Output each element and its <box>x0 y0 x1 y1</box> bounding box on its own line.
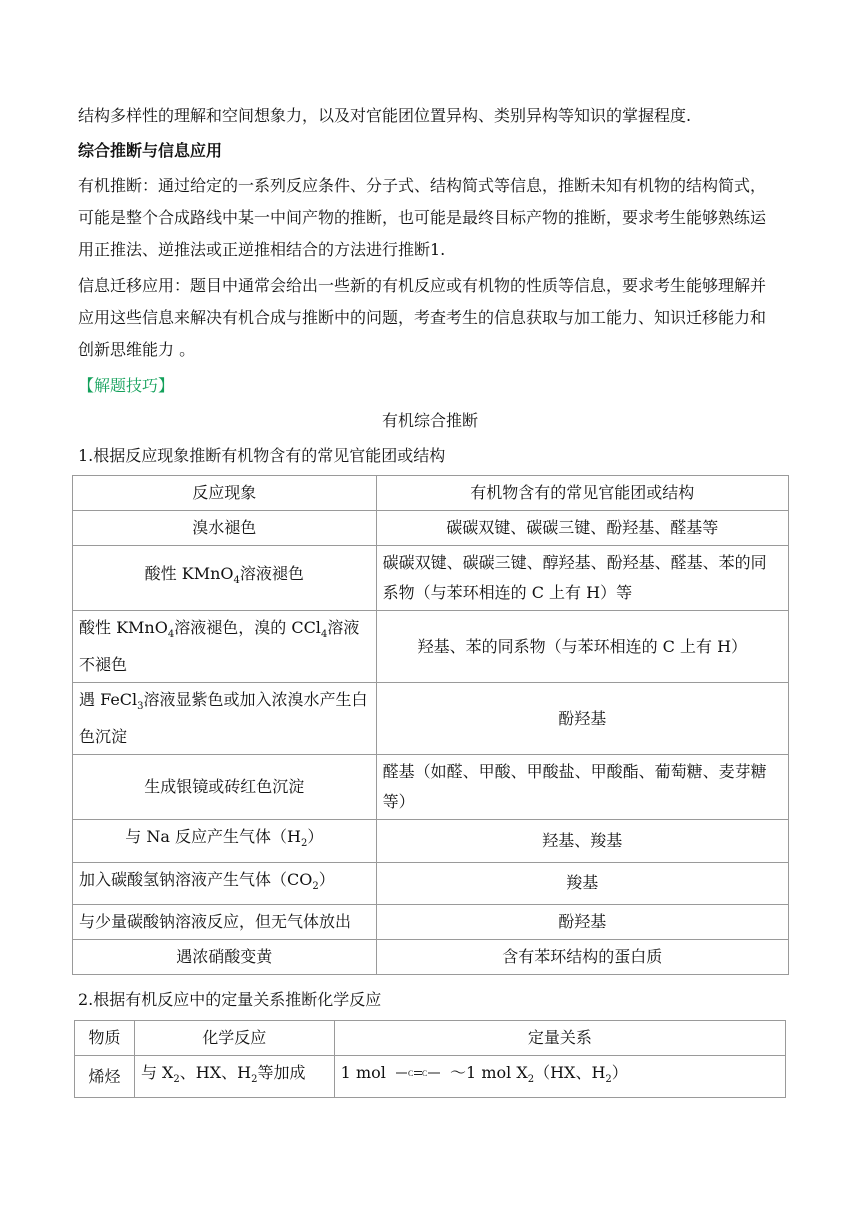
cell-phenomenon: 酸性 KMnO$_4$溶液褪色 <box>73 546 377 611</box>
header-phenomenon: 反应现象 <box>73 476 377 511</box>
table-quantitative <box>74 1020 786 1098</box>
cell-phenomenon: 溴水褪色 <box>73 511 377 546</box>
section-1-title: 1.根据反应现象推断有机物含有的常见官能团或结构 <box>78 446 446 465</box>
intro-line: 结构多样性的理解和空间想象力，以及对官能团位置异构、类别异构等知识的掌握程度. <box>78 106 692 125</box>
section-2-title: 2.根据有机反应中的定量关系推断化学反应 <box>78 990 382 1009</box>
cell-group: 酚羟基 <box>376 683 788 755</box>
header-group: 有机物含有的常见官能团或结构 <box>376 476 788 511</box>
svg-text:C: C <box>407 1068 414 1078</box>
table-row <box>73 904 789 939</box>
header-quantity: 定量关系 <box>334 1021 785 1056</box>
cell-reaction: 与 $X_2$、HX、$H_2$等加成 <box>134 1056 334 1098</box>
table-row <box>73 683 789 755</box>
header-reaction: 化学反应 <box>134 1021 334 1056</box>
tip-label: 【解题技巧】 <box>78 376 175 395</box>
cell-group: 羧基 <box>376 862 788 904</box>
cell-group: 酚羟基 <box>376 904 788 939</box>
table-row <box>73 820 789 862</box>
table-row <box>73 611 789 683</box>
cell-phenomenon: 生成银镜或砖红色沉淀 <box>73 755 377 820</box>
cell-phenomenon: 遇 FeCl$_3$溶液显紫色或加入浓溴水产生白色沉淀 <box>73 683 377 755</box>
table-reaction-phenomena <box>72 475 789 975</box>
table-row <box>73 939 789 974</box>
table-header-row <box>73 476 789 511</box>
cell-phenomenon: 与少量碳酸钠溶液反应，但无气体放出 <box>73 904 377 939</box>
cell-group: 碳碳双键、碳碳三键、醇羟基、酚羟基、醛基、苯的同系物（与苯环相连的 C 上有 H）等 <box>376 546 788 611</box>
cell-phenomenon: 与 Na 反应产生气体$(H_2)$ <box>73 820 377 862</box>
table-row <box>75 1056 786 1098</box>
table-row <box>73 862 789 904</box>
table-row <box>73 755 789 820</box>
header-substance: 物质 <box>75 1021 135 1056</box>
table-row <box>73 511 789 546</box>
paragraph-transfer: 信息迁移应用：题目中通常会给出一些新的有机反应或有机物的性质等信息，要求考生能够理解并应用这些信息来解决有机合成与推断中的问题，考查考生的信息获取与加工能力、知识迁移能力和创新思维能力 。 <box>78 276 767 359</box>
cell-substance: 烯烃 <box>75 1056 135 1098</box>
alkene-double-bond-icon <box>395 1059 441 1089</box>
center-title: 有机综合推断 <box>381 411 478 430</box>
cell-group: 醛基（如醛、甲酸、甲酸盐、甲酸酯、葡萄糖、麦芽糖等） <box>376 755 788 820</box>
cell-quantity: 1 mol C C ～1 mol $X_2(HX$、$H_2$） <box>334 1056 785 1098</box>
cell-phenomenon: 加入碳酸氢钠溶液产生气体$(CO_2)$ <box>73 862 377 904</box>
cell-group: 含有苯环结构的蛋白质 <box>376 939 788 974</box>
cell-group: 羟基、苯的同系物（与苯环相连的 C 上有 H） <box>376 611 788 683</box>
cell-group: 碳碳双键、碳碳三键、酚羟基、醛基等 <box>376 511 788 546</box>
cell-group: 羟基、羧基 <box>376 820 788 862</box>
table-row <box>73 546 789 611</box>
cell-phenomenon: 遇浓硝酸变黄 <box>73 939 377 974</box>
paragraph-inference: 有机推断：通过给定的一系列反应条件、分子式、结构简式等信息，推断未知有机物的结构简式，可能是整个合成路线中某一中间产物的推断，也可能是最终目标产物的推断，要求考生能够熟练运用正推法、逆推法或正逆推相结合的方法进行推断1. <box>78 176 767 259</box>
section-heading: 综合推断与信息应用 <box>78 141 223 160</box>
table-header-row <box>75 1021 786 1056</box>
svg-text:C: C <box>421 1068 428 1078</box>
cell-phenomenon: 酸性 KMnO$_4$溶液褪色，溴的 CCl$_4$溶液不褪色 <box>73 611 377 683</box>
